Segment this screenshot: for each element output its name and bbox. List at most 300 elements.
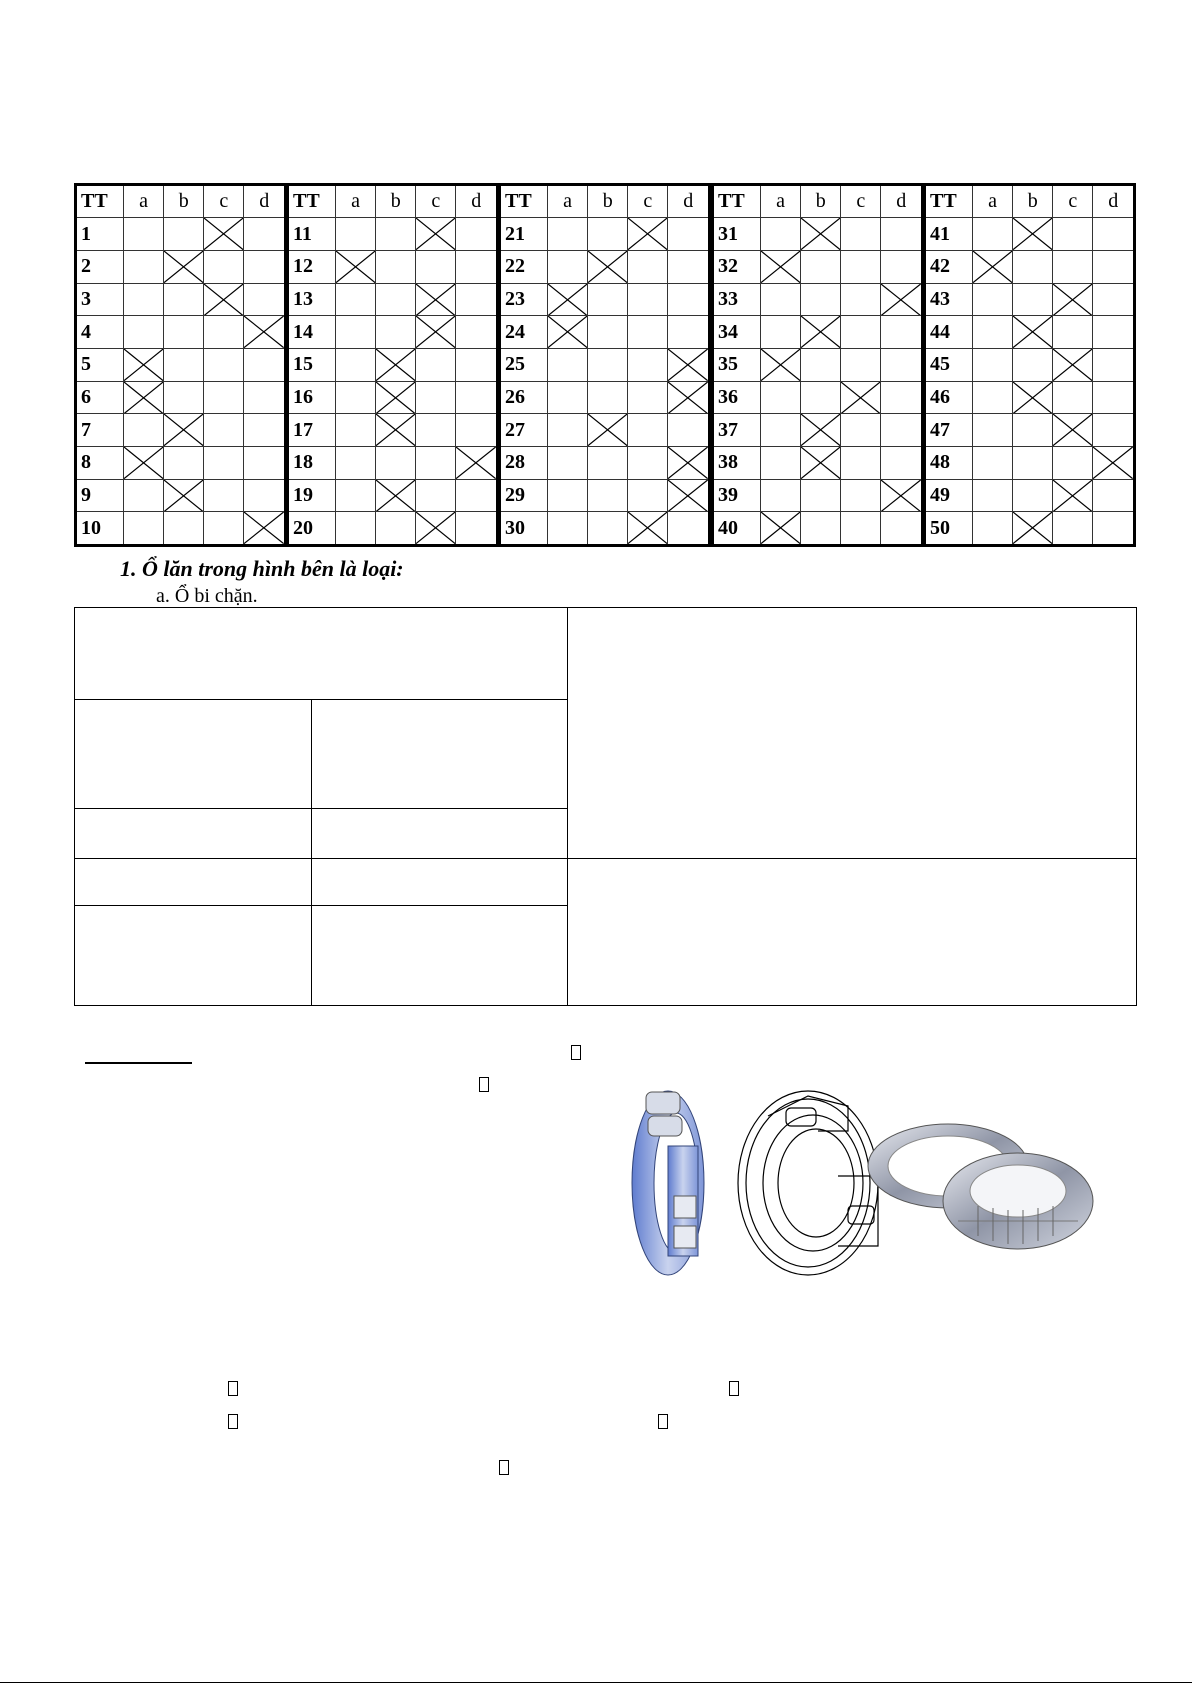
answer-cell-c — [628, 349, 668, 382]
answer-cell-a — [124, 414, 164, 447]
answer-cell-d — [881, 251, 921, 284]
answer-row — [926, 251, 1133, 284]
answer-cell-a — [336, 251, 376, 284]
question-number: 40 — [714, 512, 761, 544]
answer-cell-c — [204, 381, 244, 414]
grid-header-b: b — [164, 186, 204, 218]
answer-cell-c — [628, 512, 668, 544]
answer-cell-a — [336, 414, 376, 447]
question-number: 10 — [77, 512, 124, 544]
question-number: 23 — [501, 283, 548, 316]
answer-mark-x-icon — [628, 218, 667, 250]
answer-cell-a — [973, 283, 1013, 316]
answer-cell-b — [801, 218, 841, 251]
grid-header-a: a — [124, 186, 164, 218]
answer-row — [501, 283, 708, 316]
answer-cell-c — [1053, 251, 1093, 284]
answer-mark-x-icon — [588, 414, 627, 446]
tapered-roller-bearing-cutaway-icon — [632, 1091, 704, 1275]
answer-row — [77, 447, 284, 480]
answer-mark-x-icon — [376, 480, 415, 512]
answer-cell-b — [588, 414, 628, 447]
answer-cell-a — [973, 218, 1013, 251]
grid-header-tt: TT — [926, 186, 973, 218]
grid-header-d: d — [244, 186, 284, 218]
answer-mark-x-icon — [376, 382, 415, 414]
answer-cell-b — [801, 512, 841, 544]
answer-row — [926, 512, 1133, 544]
answer-mark-x-icon — [668, 447, 708, 479]
question-number: 1 — [77, 218, 124, 251]
answer-row — [501, 381, 708, 414]
grid-header-c: c — [841, 186, 881, 218]
answer-cell-c — [204, 349, 244, 382]
answer-cell-b — [164, 447, 204, 480]
answer-mark-x-icon — [628, 512, 667, 544]
answer-mark-x-icon — [1053, 480, 1092, 512]
answer-cell-a — [761, 218, 801, 251]
answer-cell-a — [124, 316, 164, 349]
answer-cell-d — [244, 381, 284, 414]
answer-cell-d — [881, 218, 921, 251]
grid-header-d: d — [668, 186, 708, 218]
answer-cell-d — [456, 349, 496, 382]
answer-cell-a — [761, 447, 801, 480]
page-bottom-rule — [0, 1682, 1192, 1683]
question-number: 26 — [501, 381, 548, 414]
answer-cell-a — [336, 218, 376, 251]
question-number: 38 — [714, 447, 761, 480]
answer-mark-x-icon — [668, 480, 708, 512]
answer-mark-x-icon — [841, 382, 880, 414]
answer-cell-a — [124, 512, 164, 544]
answer-cell-c — [204, 512, 244, 544]
grid-header-c: c — [628, 186, 668, 218]
answer-mark-x-icon — [204, 218, 243, 250]
answer-cell-d — [456, 447, 496, 480]
answer-cell-c — [841, 447, 881, 480]
question-number: 28 — [501, 447, 548, 480]
answer-cell-a — [336, 283, 376, 316]
answer-cell-a — [548, 316, 588, 349]
answer-cell-c — [628, 381, 668, 414]
answer-cell-b — [588, 381, 628, 414]
answer-row — [289, 381, 496, 414]
answer-mark-x-icon — [164, 480, 203, 512]
answer-cell-a — [761, 316, 801, 349]
missing-glyph-box-icon — [228, 1414, 238, 1429]
question-number: 27 — [501, 414, 548, 447]
answer-cell-c — [204, 251, 244, 284]
answer-cell-d — [456, 381, 496, 414]
question-number: 30 — [501, 512, 548, 544]
answer-cell-d — [1093, 414, 1133, 447]
grid-header-tt: TT — [501, 186, 548, 218]
answer-mark-x-icon — [336, 251, 375, 283]
answer-cell-d — [1093, 218, 1133, 251]
answer-cell-a — [973, 512, 1013, 544]
answer-cell-b — [1013, 512, 1053, 544]
answer-cell-c — [628, 316, 668, 349]
answer-row — [926, 479, 1133, 512]
answer-cell-c — [1053, 349, 1093, 382]
answer-cell-c — [416, 218, 456, 251]
answer-cell-a — [548, 479, 588, 512]
question-number: 9 — [77, 479, 124, 512]
answer-block-5 — [923, 183, 1136, 547]
answer-cell-c — [628, 447, 668, 480]
answer-cell-b — [164, 512, 204, 544]
answer-row — [926, 447, 1133, 480]
answer-cell-b — [164, 479, 204, 512]
answer-row — [77, 316, 284, 349]
answer-cell-a — [124, 283, 164, 316]
answer-mark-x-icon — [1053, 414, 1092, 446]
answer-mark-x-icon — [548, 316, 587, 348]
question-number: 31 — [714, 218, 761, 251]
answer-cell-a — [124, 218, 164, 251]
answer-cell-d — [668, 447, 708, 480]
answer-cell-d — [244, 316, 284, 349]
answer-cell-d — [244, 251, 284, 284]
answer-cell-d — [668, 218, 708, 251]
answer-mark-x-icon — [124, 349, 163, 381]
answer-cell-b — [376, 283, 416, 316]
answer-cell-a — [761, 349, 801, 382]
answer-cell-a — [336, 349, 376, 382]
underline-rule — [85, 1062, 192, 1064]
answer-row — [289, 479, 496, 512]
answer-cell-b — [801, 381, 841, 414]
answer-cell-c — [841, 316, 881, 349]
answer-row — [289, 251, 496, 284]
answer-cell-b — [801, 251, 841, 284]
answer-cell-b — [376, 251, 416, 284]
answer-cell-a — [548, 218, 588, 251]
question-number: 37 — [714, 414, 761, 447]
answer-cell-a — [548, 381, 588, 414]
answer-cell-a — [761, 283, 801, 316]
answer-mark-x-icon — [761, 349, 800, 381]
answer-block-4 — [711, 183, 924, 547]
answer-mark-x-icon — [164, 414, 203, 446]
answer-row — [289, 512, 496, 544]
answer-cell-b — [1013, 218, 1053, 251]
answer-cell-b — [376, 447, 416, 480]
answer-cell-d — [881, 512, 921, 544]
answer-cell-c — [204, 316, 244, 349]
answer-cell-b — [376, 381, 416, 414]
answer-row — [501, 316, 708, 349]
answer-cell-c — [841, 512, 881, 544]
answer-cell-b — [801, 316, 841, 349]
answer-cell-a — [548, 512, 588, 544]
answer-cell-d — [456, 316, 496, 349]
answer-row — [77, 218, 284, 251]
question-number: 47 — [926, 414, 973, 447]
answer-cell-a — [548, 349, 588, 382]
question-number: 32 — [714, 251, 761, 284]
answer-cell-c — [416, 414, 456, 447]
answer-mark-x-icon — [668, 382, 708, 414]
answer-mark-x-icon — [164, 251, 203, 283]
answer-mark-x-icon — [1093, 447, 1133, 479]
grid-header-a: a — [548, 186, 588, 218]
answer-row — [289, 447, 496, 480]
grid-header-c: c — [1053, 186, 1093, 218]
answer-row — [501, 218, 708, 251]
answer-cell-b — [588, 512, 628, 544]
answer-mark-x-icon — [244, 512, 284, 544]
answer-cell-d — [668, 283, 708, 316]
answer-cell-a — [973, 447, 1013, 480]
answer-cell-d — [456, 283, 496, 316]
grid-header-d: d — [456, 186, 496, 218]
question-number: 41 — [926, 218, 973, 251]
answer-mark-x-icon — [124, 447, 163, 479]
answer-cell-d — [456, 479, 496, 512]
answer-cell-c — [841, 479, 881, 512]
answer-mark-x-icon — [456, 447, 496, 479]
question-number: 39 — [714, 479, 761, 512]
answer-cell-d — [668, 479, 708, 512]
bearing-images — [618, 1086, 1118, 1292]
answer-cell-b — [588, 447, 628, 480]
answer-cell-d — [881, 447, 921, 480]
answer-cell-b — [588, 349, 628, 382]
answer-row — [926, 218, 1133, 251]
grid-header-a: a — [336, 186, 376, 218]
answer-cell-c — [416, 283, 456, 316]
answer-cell-b — [376, 414, 416, 447]
answer-row — [714, 414, 921, 447]
answer-cell-a — [761, 512, 801, 544]
answer-cell-a — [973, 316, 1013, 349]
answer-cell-b — [588, 479, 628, 512]
question-number: 43 — [926, 283, 973, 316]
answer-cell-d — [881, 479, 921, 512]
answer-cell-b — [164, 381, 204, 414]
answer-cell-c — [204, 447, 244, 480]
question-number: 12 — [289, 251, 336, 284]
grid-header-tt: TT — [714, 186, 761, 218]
answer-cell-a — [548, 414, 588, 447]
answer-row — [714, 381, 921, 414]
answer-cell-b — [164, 251, 204, 284]
answer-row — [714, 349, 921, 382]
answer-mark-x-icon — [244, 316, 284, 348]
answer-cell-d — [881, 283, 921, 316]
answer-cell-d — [668, 414, 708, 447]
answer-cell-a — [548, 283, 588, 316]
answer-cell-c — [841, 218, 881, 251]
answer-cell-d — [244, 512, 284, 544]
question-number: 4 — [77, 316, 124, 349]
question-number: 5 — [77, 349, 124, 382]
answer-mark-x-icon — [548, 284, 587, 316]
answer-row — [77, 283, 284, 316]
answer-mark-x-icon — [881, 284, 921, 316]
question-number: 13 — [289, 283, 336, 316]
answer-cell-d — [1093, 251, 1133, 284]
question-number: 17 — [289, 414, 336, 447]
answer-cell-b — [164, 414, 204, 447]
question-number: 46 — [926, 381, 973, 414]
answer-row — [77, 512, 284, 544]
answer-cell-a — [761, 381, 801, 414]
answer-mark-x-icon — [801, 447, 840, 479]
question-number: 36 — [714, 381, 761, 414]
answer-row — [714, 316, 921, 349]
missing-glyph-box-icon — [228, 1381, 238, 1396]
answer-mark-x-icon — [668, 349, 708, 381]
grid-header-d: d — [881, 186, 921, 218]
question-number: 11 — [289, 218, 336, 251]
answer-cell-b — [376, 218, 416, 251]
answer-row — [289, 316, 496, 349]
answer-cell-c — [628, 414, 668, 447]
answer-cell-b — [1013, 479, 1053, 512]
answer-row — [926, 349, 1133, 382]
grid-header-b: b — [1013, 186, 1053, 218]
answer-cell-d — [668, 349, 708, 382]
answer-mark-x-icon — [124, 382, 163, 414]
question-number: 19 — [289, 479, 336, 512]
grid-header-d: d — [1093, 186, 1133, 218]
grid-header-b: b — [588, 186, 628, 218]
question-number: 18 — [289, 447, 336, 480]
answer-cell-d — [1093, 479, 1133, 512]
answer-cell-d — [456, 512, 496, 544]
question-option-a: a. Ổ bi chặn. — [156, 585, 258, 607]
answer-cell-c — [416, 381, 456, 414]
answer-cell-b — [801, 479, 841, 512]
question-number: 29 — [501, 479, 548, 512]
answer-cell-c — [1053, 447, 1093, 480]
answer-cell-a — [336, 512, 376, 544]
answer-mark-x-icon — [416, 512, 455, 544]
answer-cell-d — [244, 447, 284, 480]
answer-row — [501, 349, 708, 382]
answer-cell-d — [456, 414, 496, 447]
answer-cell-c — [416, 349, 456, 382]
question-number: 50 — [926, 512, 973, 544]
question-number: 6 — [77, 381, 124, 414]
answer-mark-x-icon — [973, 251, 1012, 283]
question-number: 24 — [501, 316, 548, 349]
answer-row — [501, 512, 708, 544]
answer-row — [501, 251, 708, 284]
question-number: 48 — [926, 447, 973, 480]
answer-mark-x-icon — [1053, 349, 1092, 381]
answer-cell-b — [164, 283, 204, 316]
answer-cell-d — [881, 349, 921, 382]
question-number: 34 — [714, 316, 761, 349]
grid-header-tt: TT — [289, 186, 336, 218]
grid-header-c: c — [416, 186, 456, 218]
question-number: 25 — [501, 349, 548, 382]
answer-cell-b — [588, 218, 628, 251]
answer-row — [926, 283, 1133, 316]
answer-row — [77, 414, 284, 447]
answer-mark-x-icon — [1053, 284, 1092, 316]
question-number: 45 — [926, 349, 973, 382]
answer-mark-x-icon — [416, 218, 455, 250]
answer-cell-c — [1053, 512, 1093, 544]
answer-cell-c — [1053, 381, 1093, 414]
answer-row — [289, 414, 496, 447]
answer-mark-x-icon — [761, 512, 800, 544]
answer-cell-c — [204, 479, 244, 512]
answer-cell-b — [1013, 251, 1053, 284]
answer-block-3 — [498, 183, 711, 547]
answer-cell-c — [416, 447, 456, 480]
answer-cell-b — [588, 283, 628, 316]
answer-cell-c — [628, 218, 668, 251]
answer-cell-a — [336, 479, 376, 512]
answer-row — [926, 316, 1133, 349]
missing-glyph-box-icon — [658, 1414, 668, 1429]
grid-header-b: b — [801, 186, 841, 218]
answer-cell-b — [588, 316, 628, 349]
answer-row — [77, 251, 284, 284]
answer-cell-a — [336, 447, 376, 480]
answer-mark-x-icon — [801, 316, 840, 348]
answer-row — [926, 381, 1133, 414]
question-number: 22 — [501, 251, 548, 284]
answer-mark-x-icon — [376, 414, 415, 446]
question-number: 8 — [77, 447, 124, 480]
answer-cell-c — [416, 251, 456, 284]
question-number: 3 — [77, 283, 124, 316]
answer-cell-d — [1093, 283, 1133, 316]
answer-cell-a — [973, 479, 1013, 512]
tapered-roller-bearing-line-drawing-icon — [738, 1091, 878, 1275]
answer-row — [289, 283, 496, 316]
answer-cell-c — [416, 316, 456, 349]
answer-cell-d — [668, 316, 708, 349]
answer-block-2 — [286, 183, 499, 547]
answer-row — [77, 479, 284, 512]
answer-cell-d — [881, 381, 921, 414]
info-table — [74, 607, 1137, 1006]
answer-mark-x-icon — [801, 414, 840, 446]
answer-cell-d — [244, 479, 284, 512]
answer-cell-d — [456, 251, 496, 284]
answer-cell-d — [1093, 381, 1133, 414]
answer-cell-b — [801, 414, 841, 447]
answer-cell-b — [1013, 414, 1053, 447]
answer-cell-b — [801, 447, 841, 480]
answer-cell-c — [416, 479, 456, 512]
answer-cell-b — [1013, 316, 1053, 349]
answer-cell-d — [881, 316, 921, 349]
answer-cell-a — [336, 381, 376, 414]
grid-header-a: a — [761, 186, 801, 218]
answer-row — [926, 414, 1133, 447]
answer-cell-b — [164, 316, 204, 349]
answer-cell-c — [628, 251, 668, 284]
answer-row — [714, 447, 921, 480]
answer-cell-a — [124, 479, 164, 512]
answer-cell-c — [204, 218, 244, 251]
question-number: 44 — [926, 316, 973, 349]
question-number: 20 — [289, 512, 336, 544]
answer-cell-d — [244, 218, 284, 251]
answer-cell-d — [244, 283, 284, 316]
answer-row — [714, 479, 921, 512]
question-number: 16 — [289, 381, 336, 414]
